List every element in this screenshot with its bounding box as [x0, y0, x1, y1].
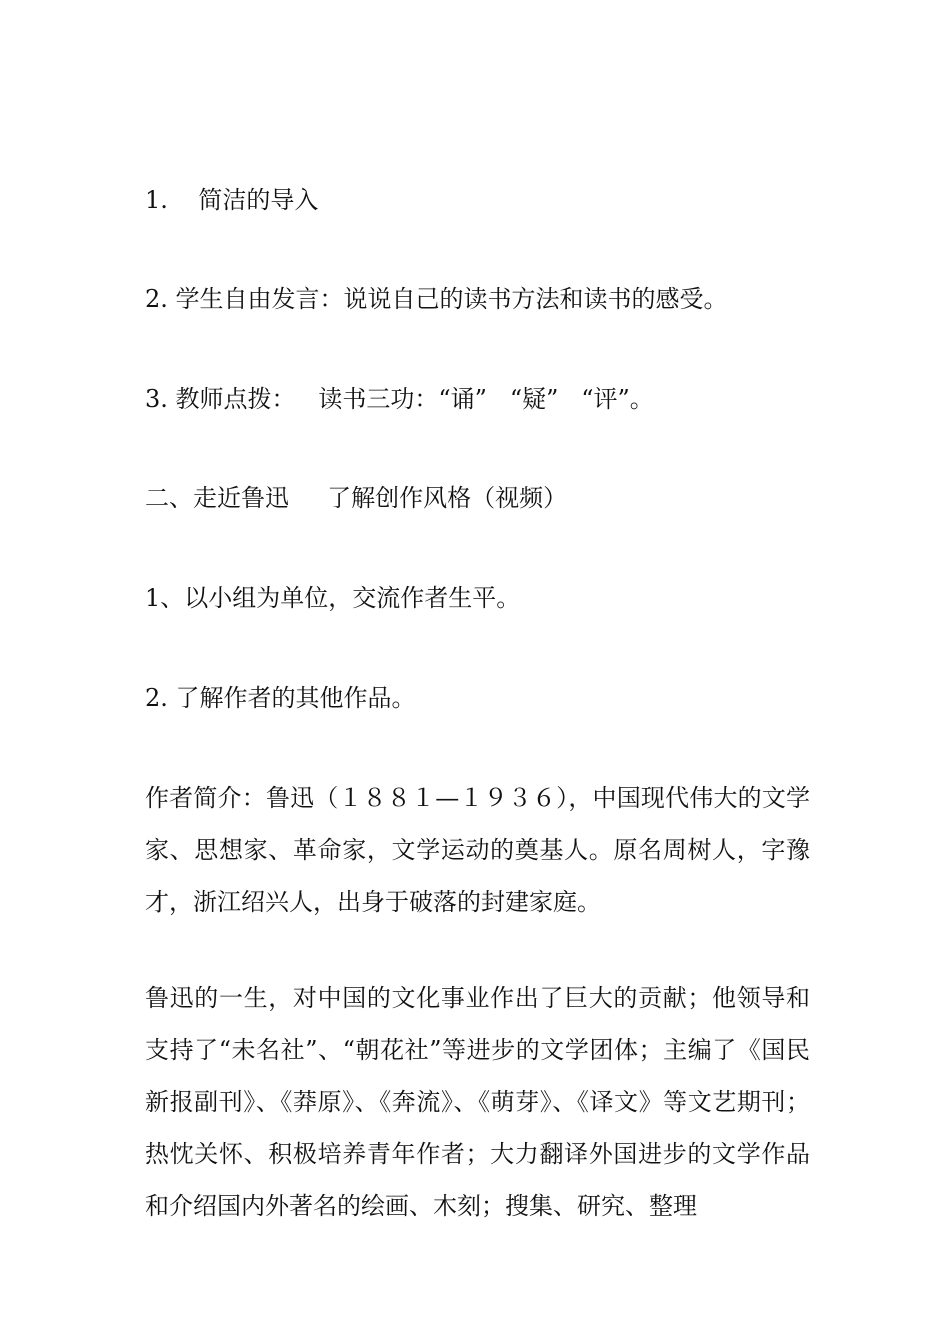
- item-brief-intro: 1. 简洁的导入: [145, 186, 319, 214]
- section-heading-lu-xun: 二、走近鲁迅 了解创作风格（视频）: [145, 484, 568, 512]
- item-other-works: 2. 了解作者的其他作品。: [145, 684, 416, 712]
- item-teacher-guidance: 3. 教师点拨： 读书三功：“诵” “疑” “评”。: [145, 385, 654, 413]
- paragraph-author-intro: 作者简介：鲁迅（１８８１—１９３６），中国现代伟大的文学家、思想家、革命家，文学运动的奠基人。原名周树人，字豫才，浙江绍兴人，出身于破落的封建家庭。: [145, 784, 810, 916]
- item-student-speech: 2. 学生自由发言：说说自己的读书方法和读书的感受。: [145, 285, 728, 313]
- item-group-discussion: 1、以小组为单位，交流作者生平。: [145, 584, 521, 612]
- paragraph-contribution: 鲁迅的一生，对中国的文化事业作出了巨大的贡献；他领导和支持了“未名社”、“朝花社”等进步的文学团体；主编了《国民新报副刊》、《莽原》、《奔流》、《萌芽》、《译文》等文艺期刊；热忱关怀、积极培养青年作者；大力翻译外国进步的文学作品和介绍国内外著名的绘画、木刻；搜集、研究、整理: [145, 984, 810, 1220]
